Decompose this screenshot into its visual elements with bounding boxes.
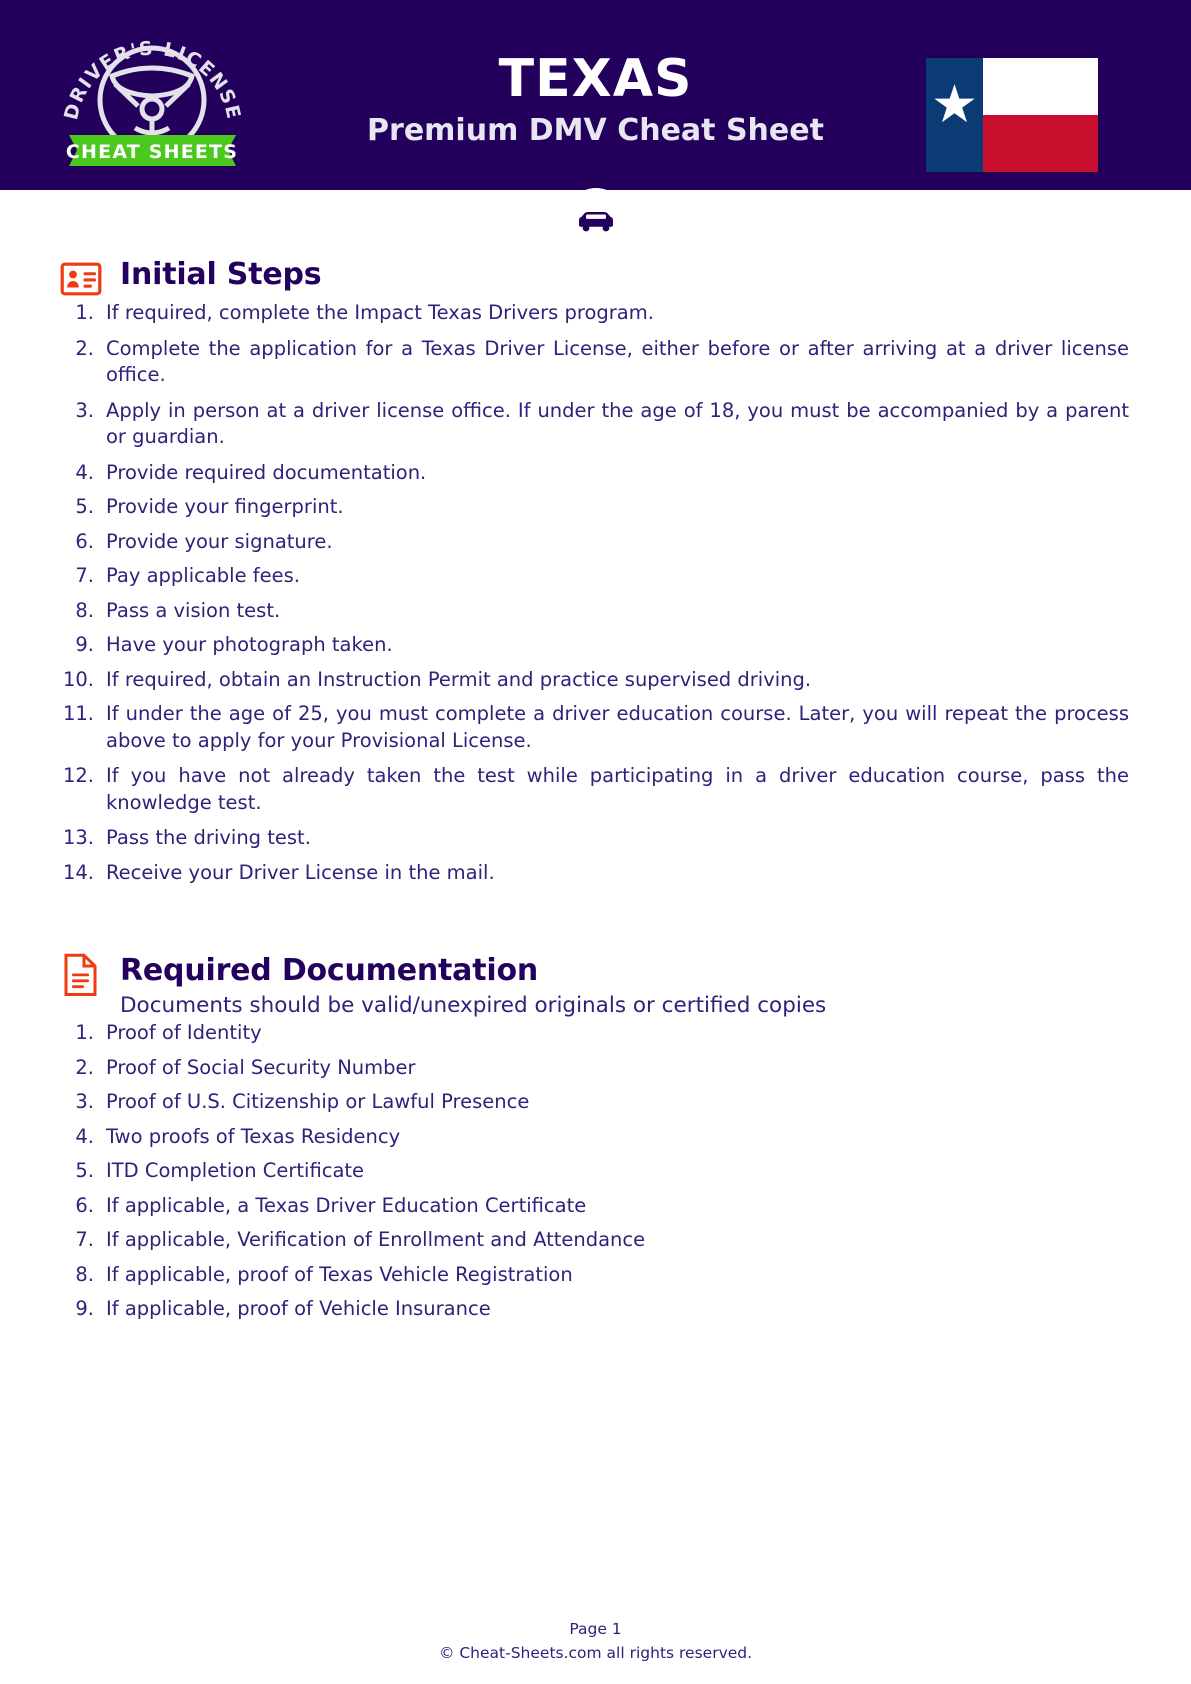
list-item: ITD Completion Certificate xyxy=(106,1159,365,1183)
list-item: Pay applicable fees. xyxy=(106,564,300,588)
section-subtitle: Documents should be valid/unexpired originals or certified copies xyxy=(120,993,827,1019)
list-item: Pass a vision test. xyxy=(106,598,281,622)
required-documentation-list xyxy=(48,1020,1129,1323)
section-header xyxy=(48,954,1129,1020)
list-item: Provide your fingerprint. xyxy=(106,495,344,519)
list-item: If under the age of 25, you must complete a driver education course. Later, you will repeat the process above to apply for your Provisional License. xyxy=(106,702,1129,752)
page-header xyxy=(0,0,1191,190)
list-item: Proof of U.S. Citizenship or Lawful Presence xyxy=(106,1090,530,1114)
list-item: Two proofs of Texas Residency xyxy=(106,1124,401,1148)
section-initial-steps xyxy=(48,190,1129,886)
list-item: If applicable, proof of Vehicle Insurance xyxy=(106,1297,491,1321)
section-title: Required Documentation xyxy=(120,953,539,989)
page-subtitle: Premium DMV Cheat Sheet xyxy=(367,112,824,148)
list-item: Complete the application for a Texas Driver License, either before or after arriving at a driver license office. xyxy=(106,336,1129,387)
page-number: Page 1 xyxy=(569,1619,622,1638)
list-item: If required, complete the Impact Texas Drivers program. xyxy=(106,301,654,324)
section-header xyxy=(48,258,1129,300)
svg-text:DRIVER'S LICENSE: DRIVER'S LICENSE xyxy=(60,37,245,123)
document-body xyxy=(0,190,1191,1323)
page-title: TEXAS xyxy=(498,49,693,109)
list-item: Pass the driving test. xyxy=(106,826,311,850)
initial-steps-list xyxy=(48,300,1129,886)
page-footer xyxy=(0,1618,1191,1666)
list-item: If applicable, Verification of Enrollment and Attendance xyxy=(106,1228,646,1252)
copyright-notice: © Cheat-Sheets.com all rights reserved. xyxy=(438,1644,753,1663)
list-item: Provide your signature. xyxy=(106,529,333,553)
list-item: If applicable, proof of Texas Vehicle Registration xyxy=(106,1262,573,1286)
list-item: Have your photograph taken. xyxy=(106,633,393,657)
document-icon xyxy=(60,954,102,996)
list-item: Receive your Driver License in the mail. xyxy=(106,860,495,884)
list-item: If you have not already taken the test while participating in a driver education course, pass the knowledge test. xyxy=(106,764,1129,814)
list-item: Proof of Social Security Number xyxy=(106,1055,416,1079)
list-item: Proof of Identity xyxy=(106,1021,262,1045)
id-card-icon xyxy=(60,258,102,300)
list-item: If required, obtain an Instruction Permit and practice supervised driving. xyxy=(106,667,812,691)
svg-text:CHEAT SHEETS: CHEAT SHEETS xyxy=(65,141,239,163)
list-item: Apply in person at a driver license office. If under the age of 18, you must be accompanied by a parent or guardian. xyxy=(106,398,1129,449)
list-item: If applicable, a Texas Driver Education Certificate xyxy=(106,1193,587,1217)
texas-flag-icon xyxy=(926,58,1098,172)
car-icon xyxy=(575,209,617,233)
list-item: Provide required documentation. xyxy=(106,460,427,484)
section-title: Initial Steps xyxy=(120,257,322,292)
section-required-documentation xyxy=(48,954,1129,1323)
